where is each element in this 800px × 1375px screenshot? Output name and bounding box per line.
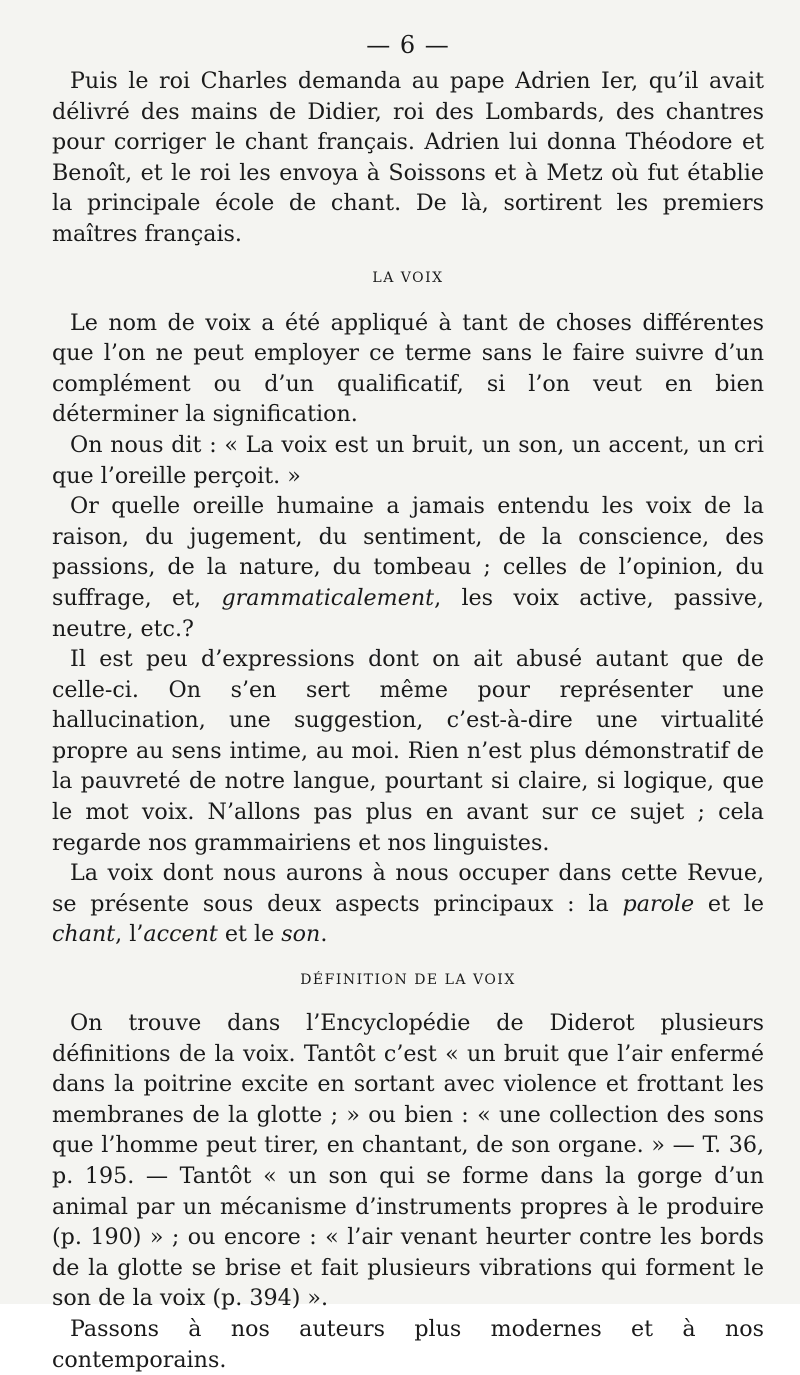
page-number: — 6 — xyxy=(366,31,450,59)
section-heading-definition: DÉFINITION DE LA VOIX xyxy=(300,972,516,989)
intro-paragraph: Puis le roi Charles demanda au pape Adrien Ier, qu’il avait délivré des mains de Didier, roi des Lombards, des chantres pour corriger le chant français. Adrien lui donna Théodore et Benoît, et le roi les envoya à Soissons et à Metz où fut établie la principale école de chant. De là, sortirent les premiers maîtres français. xyxy=(52,68,764,247)
section-heading-la-voix: LA VOIX xyxy=(372,269,444,286)
voix-paragraph-5-part-d: et le xyxy=(217,921,282,948)
voix-paragraph-5-part-b: et le xyxy=(694,890,764,917)
voix-paragraph-5-part-c: , l’ xyxy=(115,921,144,948)
voix-paragraph-3-italic: grammaticalement xyxy=(221,584,435,611)
voix-paragraph-5-accent: accent xyxy=(143,921,218,948)
voix-paragraph-3-part-2: , les voix active, passive, neutre, etc.? xyxy=(52,584,764,642)
definition-paragraph-1: On trouve dans l’Encyclopédie de Diderot plusieurs définitions de la voix. Tantôt c’est « un bruit que l’air enfermé dans la poitrine excite en sortant avec violence et frottant les membranes de la glotte ; » ou bien : « une collection des sons que l’homme peut tirer, en chantant, de son organe. » — T. 36, p. 195. — Tantôt « un son qui se forme dans la gorge d’un animal par un mécanisme d’instruments propres à le produire (p. 190) » ; ou encore : « l’air venant heurter contre les bords de la glotte se brise et fait plusieurs vibrations qui forment le son de la voix (p. 394) ». xyxy=(52,1010,764,1312)
voix-paragraph-5-part-e: . xyxy=(320,921,328,948)
voix-paragraph-3 xyxy=(52,491,764,644)
voix-paragraph-4: Il est peu d’expressions dont on ait abusé autant que de celle-ci. On s’en sert même pour représenter une hallucination, une suggestion, c’est-à-dire une virtualité propre au sens intime, au moi. Rien n’est plus démonstratif de la pauvreté de notre langue, pourtant si claire, si logique, que le mot voix. N’allons pas plus en avant sur ce sujet ; cela regarde nos grammairiens et nos linguistes. xyxy=(52,646,764,856)
voix-paragraph-5-parole: parole xyxy=(622,890,695,917)
voix-paragraph-5-chant: chant xyxy=(52,921,116,948)
definition-paragraph-2: Passons à nos auteurs plus modernes et à nos contemporains. xyxy=(52,1315,764,1373)
voix-paragraph-2: On nous dit : « La voix est un bruit, un son, un accent, un cri que l’oreille perçoit. » xyxy=(52,431,764,489)
voix-paragraph-5-son: son xyxy=(281,921,321,948)
voix-paragraph-5-part-a: La voix dont nous aurons à nous occuper dans cette Revue, se présente sous deux aspects principaux : la xyxy=(52,860,764,917)
voix-paragraph-1: Le nom de voix a été appliqué à tant de choses différentes que l’on ne peut employer ce terme sans le faire suivre d’un complément ou d’un qualificatif, si l’on veut en bien déterminer la signification. xyxy=(52,309,764,428)
voix-paragraph-5 xyxy=(52,858,764,950)
voix-paragraph-3-part-1: Or quelle oreille humaine a jamais entendu les voix de la raison, du jugement, du sentiment, de la conscience, des passions, de la nature, du tombeau ; celles de l’opinion, du suffrage, et, xyxy=(52,493,764,611)
